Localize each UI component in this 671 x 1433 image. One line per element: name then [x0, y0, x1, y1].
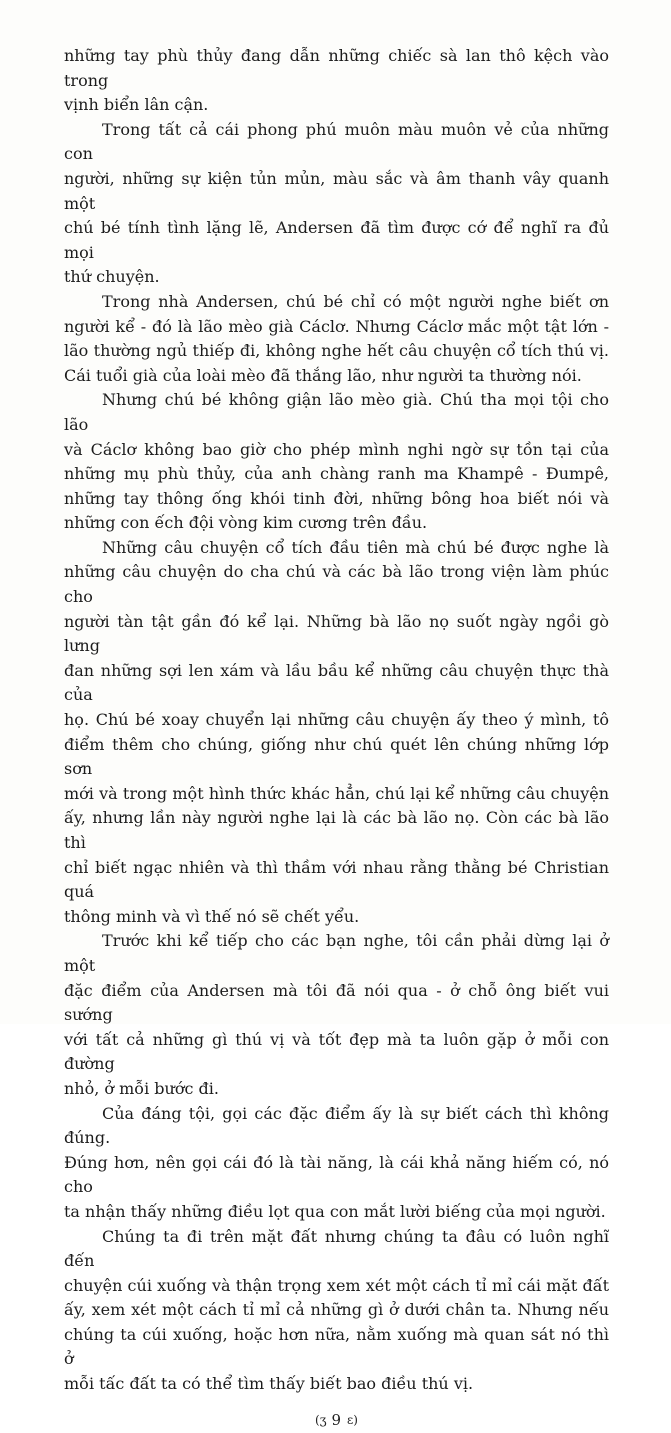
text-line: những tay thông ống khói tinh đời, những bông hoa biết nói và — [64, 488, 609, 508]
text-line: đan những sợi len xám và lầu bầu kể những câu chuyện thực thà của — [64, 660, 609, 705]
text-line: họ. Chú bé xoay chuyển lại những câu chuyện ấy theo ý mình, tô — [64, 710, 609, 730]
text-line: Chúng ta đi trên mặt đất nhưng chúng ta đâu có luôn nghĩ đến — [64, 1226, 609, 1271]
text-line: người kể - đó là lão mèo già Cáclơ. Nhưng Cáclơ mắc một tật lớn - — [64, 316, 609, 336]
paragraph — [64, 536, 609, 930]
text-line: chuyện cúi xuống và thận trọng xem xét một cách tỉ mỉ cái mặt đất — [64, 1275, 609, 1295]
text-line: thứ chuyện. — [64, 267, 160, 287]
text-line: Trong nhà Andersen, chú bé chỉ có một người nghe biết ơn — [102, 291, 609, 311]
text-line: ta nhận thấy những điều lọt qua con mắt lười biếng của mọi người. — [64, 1201, 606, 1221]
text-line: vịnh biển lân cận. — [64, 95, 209, 115]
text-line: lão thường ngủ thiếp đi, không nghe hết câu chuyện cổ tích thú vị. — [64, 341, 609, 361]
text-line: đặc điểm của Andersen mà tôi đã nói qua - ở chỗ ông biết vui sướng — [64, 980, 609, 1025]
paragraph — [64, 290, 609, 388]
text-line: Cái tuổi già của loài mèo đã thắng lão, như người ta thường nói. — [64, 365, 582, 385]
text-line: Của đáng tội, gọi các đặc điểm ấy là sự biết cách thì không đúng. — [64, 1103, 609, 1148]
paragraph — [64, 44, 609, 118]
page-text — [64, 44, 609, 1397]
page-number: 9 — [331, 1410, 343, 1429]
text-line: mới và trong một hình thức khác hẳn, chú lại kể những câu chuyện — [64, 783, 609, 803]
text-line: Trước khi kể tiếp cho các bạn nghe, tôi cần phải dừng lại ở một — [64, 931, 609, 975]
text-line: ấy, nhưng lần này người nghe lại là các bà lão nọ. Còn các bà lão thì — [64, 808, 609, 852]
text-line: Nhưng chú bé không giận lão mèo già. Chú tha mọi tội cho lão — [64, 390, 609, 434]
text-line: nhỏ, ở mỗi bước đi. — [64, 1078, 219, 1098]
text-line: những câu chuyện do cha chú và các bà lão trong viện làm phúc cho — [64, 562, 609, 607]
text-line: chú bé tính tình lặng lẽ, Andersen đã tìm được cớ để nghĩ ra đủ mọi — [64, 218, 609, 262]
text-line: những tay phù thủy đang dẫn những chiếc sà lan thô kệch vào trong — [64, 46, 609, 90]
text-line: điểm thêm cho chúng, giống như chú quét lên chúng những lớp sơn — [64, 734, 609, 779]
text-line: người tàn tật gần đó kể lại. Những bà lão nọ suốt ngày ngồi gò lưng — [64, 611, 609, 656]
text-line: ấy, xem xét một cách tỉ mỉ cả những gì ở dưới chân ta. Nhưng nếu — [64, 1300, 609, 1320]
text-line: mỗi tấc đất ta có thể tìm thấy biết bao điều thú vị. — [64, 1374, 474, 1394]
text-line: Đúng hơn, nên gọi cái đó là tài năng, là cái khả năng hiếm có, nó cho — [64, 1152, 609, 1197]
text-line: chúng ta cúi xuống, hoặc hơn nữa, nằm xuống mà quan sát nó thì ở — [64, 1324, 609, 1369]
footer-ornament-left-icon: (ʒ — [315, 1412, 327, 1427]
page-footer — [64, 1408, 609, 1433]
paragraph — [64, 388, 609, 536]
text-line: Trong tất cả cái phong phú muôn màu muôn vẻ của những con — [64, 119, 609, 164]
paragraph — [64, 118, 609, 290]
paragraph — [64, 1102, 609, 1225]
text-line: với tất cả những gì thú vị và tốt đẹp mà ta luôn gặp ở mỗi con đường — [64, 1029, 609, 1074]
paragraph — [64, 929, 609, 1101]
text-line: người, những sự kiện tủn mủn, màu sắc và âm thanh vây quanh một — [64, 168, 609, 213]
text-line: Những câu chuyện cổ tích đầu tiên mà chú bé được nghe là — [102, 537, 609, 557]
paragraph — [64, 1225, 609, 1397]
text-line: những con ếch đội vòng kim cương trên đầu. — [64, 513, 428, 533]
text-line: chỉ biết ngạc nhiên và thì thầm với nhau rằng thằng bé Christian quá — [64, 857, 609, 902]
text-line: những mụ phù thủy, của anh chàng ranh ma Khampê - Đumpê, — [64, 464, 609, 484]
text-line: thông minh và vì thế nó sẽ chết yểu. — [64, 906, 360, 926]
footer-ornament-right-icon: ɛ) — [347, 1412, 358, 1427]
text-line: và Cáclơ không bao giờ cho phép mình nghi ngờ sự tồn tại của — [64, 439, 609, 459]
